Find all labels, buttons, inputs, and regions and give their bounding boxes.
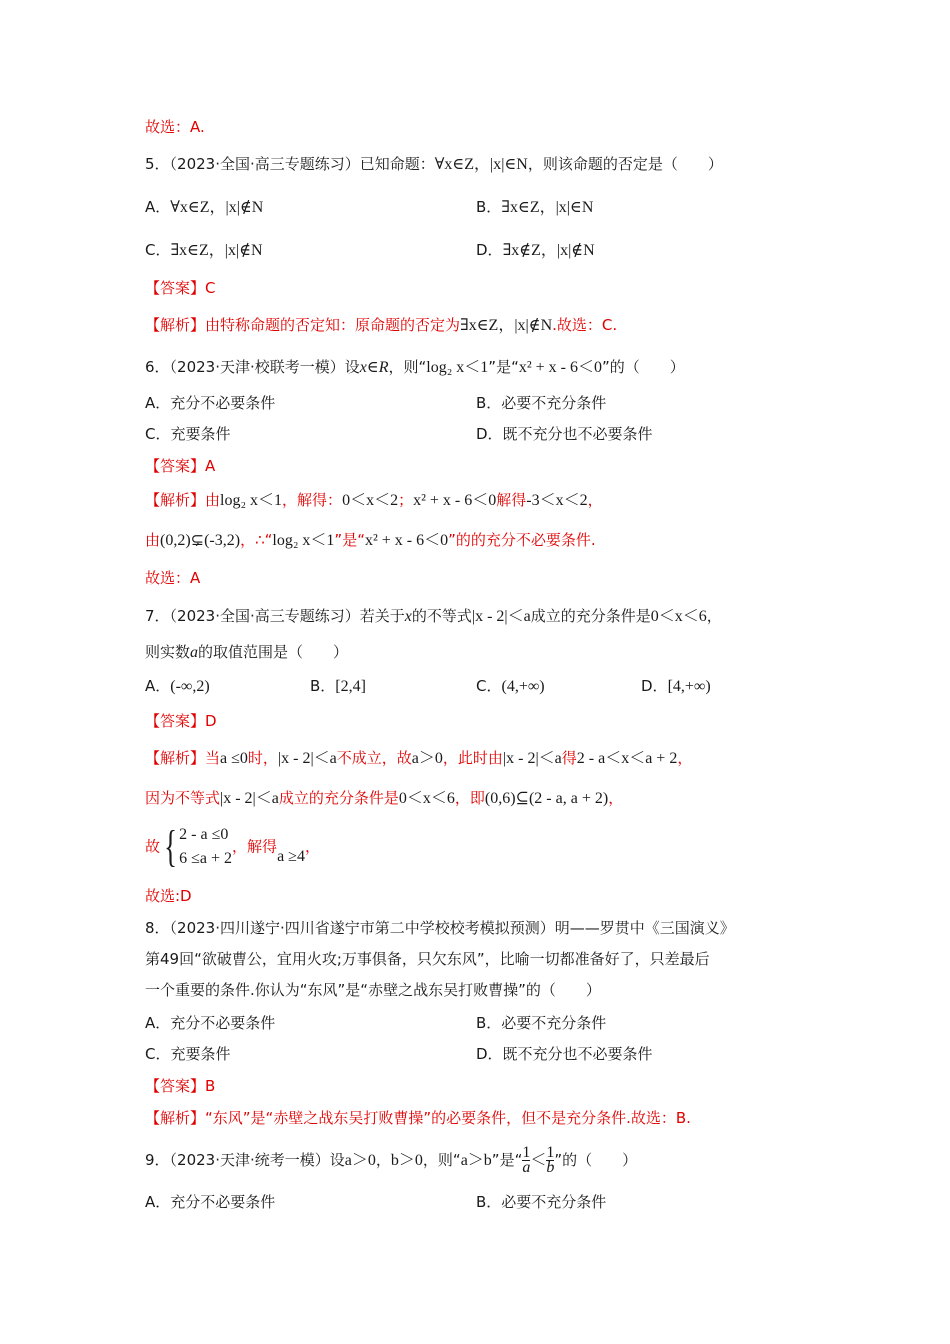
inequality-system: 2 - a ≤0 6 ≤a + 2 xyxy=(179,825,233,867)
analysis-5: 【解析】由特称命题的否定知：原命题的否定为∃x∈Z，|x|∉N.故选：C. xyxy=(145,316,618,334)
option-a: A．∀x∈Z，|x|∉N xyxy=(145,198,264,216)
analysis-7-line1: 【解析】当a ≤0时，|x - 2|＜a不成立，故a＞0，此时由|x - 2|＜a得2 - a＜x＜a + 2， xyxy=(145,749,693,767)
option-c: C．充要条件 xyxy=(145,1045,231,1063)
option-a: A．充分不必要条件 xyxy=(145,1193,276,1211)
option-b: B．∃x∈Z，|x|∈N xyxy=(476,198,594,216)
option-b: B．必要不充分条件 xyxy=(476,1193,607,1211)
option-d: D．既不充分也不必要条件 xyxy=(476,1045,653,1063)
option-a: A．充分不必要条件 xyxy=(145,1014,276,1032)
question-5-stem: 5．（2023·全国·高三专题练习）已知命题：∀x∈Z，|x|∈N，则该命题的否定是（ ） xyxy=(145,155,723,173)
analysis-7-line2: 因为不等式|x - 2|＜a成立的充分条件是0＜x＜6，即(0,6)⊆(2 - a, a + 2)， xyxy=(145,789,624,807)
option-d: D．[4,+∞) xyxy=(641,677,711,695)
option-c: C．(4,+∞) xyxy=(476,677,545,695)
analysis-8: 【解析】“东风”是“赤壁之战东吴打败曹操”的必要条件，但不是充分条件.故选：B. xyxy=(145,1109,691,1127)
fraction: $\frac{1}{b}$ xyxy=(546,1144,555,1176)
option-c: C．∃x∈Z，|x|∉N xyxy=(145,241,263,259)
conclusion-6: 故选：A xyxy=(145,569,201,587)
option-d: D．∃x∉Z，|x|∉N xyxy=(476,241,595,259)
conclusion-text: 故选：A. xyxy=(145,118,205,136)
option-a: A．充分不必要条件 xyxy=(145,394,276,412)
analysis-7-line3: 故{ 2 - a ≤0 6 ≤a + 2 ，解得a ≥4， xyxy=(145,821,320,871)
answer-5: 【答案】C xyxy=(145,279,216,297)
option-d: D．既不充分也不必要条件 xyxy=(476,425,653,443)
question-6-stem: 6．（2023·天津·校联考一模）设x∈R，则“log₂ x＜1”是“x² + x - 6＜0”的（ ） xyxy=(145,358,685,376)
question-8-line2: 第49回“欲破曹公，宜用火攻;万事俱备，只欠东风”，比喻一切都准备好了，只差最后 xyxy=(145,950,710,968)
math-expression: ∀x∈Z，|x|∈N xyxy=(434,156,528,173)
option-a: A．(-∞,2) xyxy=(145,677,210,695)
option-b: B．[2,4] xyxy=(310,677,366,695)
answer-7: 【答案】D xyxy=(145,712,217,730)
question-7-stem-line2: 则实数a的取值范围是（ ） xyxy=(145,643,349,661)
answer-8: 【答案】B xyxy=(145,1077,216,1095)
answer-6: 【答案】A xyxy=(145,457,216,475)
option-b: B．必要不充分条件 xyxy=(476,394,607,412)
question-7-stem-line1: 7．（2023·全国·高三专题练习）若关于x的不等式|x - 2|＜a成立的充分条件是0＜x＜6， xyxy=(145,607,722,625)
analysis-6-line1: 【解析】由log₂ x＜1，解得：0＜x＜2；x² + x - 6＜0解得-3＜x＜2， xyxy=(145,491,603,509)
question-8-line1: 8．（2023·四川遂宁·四川省遂宁市第二中学校校考模拟预测）明——罗贯中《三国演义》 xyxy=(145,919,735,937)
question-8-line3: 一个重要的条件.你认为“东风”是“赤壁之战东吴打败曹操”的（ ） xyxy=(145,981,601,999)
brace-icon: { xyxy=(164,821,177,871)
option-b: B．必要不充分条件 xyxy=(476,1014,607,1032)
analysis-6-line2: 由(0,2)⊊(-3,2)，∴“log₂ x＜1”是“x² + x - 6＜0”的的充分不必要条件. xyxy=(145,531,596,549)
conclusion-7: 故选:D xyxy=(145,887,192,905)
option-c: C．充要条件 xyxy=(145,425,231,443)
fraction: $\frac{1}{a}$ xyxy=(522,1144,531,1176)
question-9-stem: 9．（2023·天津·统考一模）设a＞0，b＞0，则“a＞b”是“ $\frac{1}{a}$ ＜ $\frac{1}{b}$ ”的（ ） xyxy=(145,1144,638,1176)
